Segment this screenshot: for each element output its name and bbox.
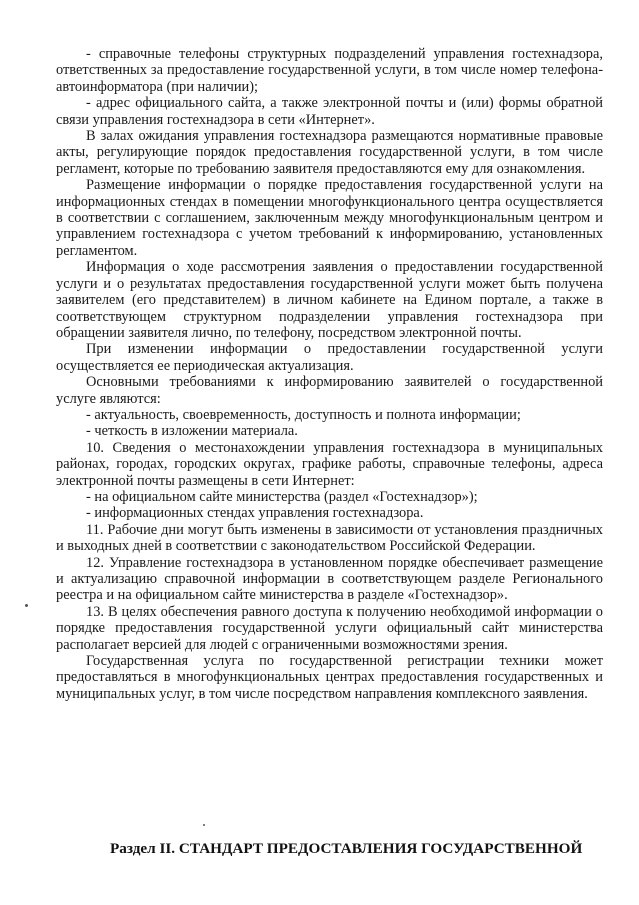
- paragraph-item-12: 12. Управление гостехнадзора в установленном порядке обеспечивает размещение и актуализацию справочной информации в соответствующем разделе Регионального реестра и на официальном сайте министерства в разделе «Гостехнадзор».: [56, 554, 603, 604]
- list-item-relevance: - актуальность, своевременность, доступность и полнота информации;: [86, 406, 521, 423]
- scan-speck: [25, 604, 28, 607]
- paragraph-item-10: 10. Сведения о местонахождении управления гостехнадзора в муниципальных районах, городах, городских округах, графике работы, справочные телефоны, адреса электронной почты размещены в сети Интернет:: [56, 439, 603, 489]
- paragraph-application-status: Информация о ходе рассмотрения заявления о предоставлении государственной услуги и о результатах предоставления государственной услуги может быть получена заявителем (его представителем) в личном кабинете на Едином портале, а также в соответствующем структурном подразделении управления гостехнадзора при обращении заявителя лично, по телефону, посредством электронной почты.: [56, 259, 603, 341]
- paragraph-mfc-service: Государственная услуга по государственной регистрации техники может предоставляться в многофункциональных центрах предоставления государственных и муниципальных услуг, в том числе посредством направления комплексного заявления.: [56, 653, 603, 702]
- paragraph-item-13: 13. В целях обеспечения равного доступа к получению необходимой информации о порядке предоставления государственной услуги официальный сайт министерства располагает версией для людей с ограниченными возможностями зрения.: [56, 603, 603, 653]
- paragraph-item-11: 11. Рабочие дни могут быть изменены в зависимости от установления праздничных и выходных дней в соответствии с законодательством Российской Федерации.: [56, 521, 603, 555]
- paragraph-waiting-rooms: В залах ожидания управления гостехнадзора размещаются нормативные правовые акты, регулирующие порядок предоставления государственной услуги, в том числе регламент, которые по требованию заявителя предоставляются ему для ознакомления.: [56, 128, 603, 177]
- section-heading: Раздел II. СТАНДАРТ ПРЕДОСТАВЛЕНИЯ ГОСУДАРСТВЕННОЙ: [110, 840, 583, 857]
- list-item-info-stands: - информационных стендах управления гостехнадзора.: [86, 505, 424, 522]
- scan-speck: [203, 824, 205, 826]
- list-item-clarity: - четкость в изложении материала.: [86, 423, 298, 440]
- paragraph-info-stands: Размещение информации о порядке предоставления государственной услуги на информационных стендах в помещении многофункционального центра осуществляется в соответствии с соглашением, заключенным между многофункциональным центром и управлением гостехнадзора с учетом требований к информированию, установленных регламентом.: [56, 177, 603, 259]
- paragraph-website-address: - адрес официального сайта, а также электронной почты и (или) формы обратной связи управления гостехнадзора в сети «Интернет».: [56, 95, 603, 128]
- document-body: [56, 46, 603, 702]
- paragraph-info-updates: При изменении информации о предоставлении государственной услуги осуществляется ее периодическая актуализация.: [56, 341, 603, 374]
- paragraph-contact-phones: - справочные телефоны структурных подразделений управления гостехнадзора, ответственных за предоставление государственной услуги, в том числе номер телефона-автоинформатора (при наличии);: [56, 46, 603, 95]
- paragraph-info-requirements: Основными требованиями к информированию заявителей о государственной услуге являются:: [56, 374, 603, 407]
- list-item-ministry-site: - на официальном сайте министерства (раздел «Гостехнадзор»);: [86, 488, 478, 505]
